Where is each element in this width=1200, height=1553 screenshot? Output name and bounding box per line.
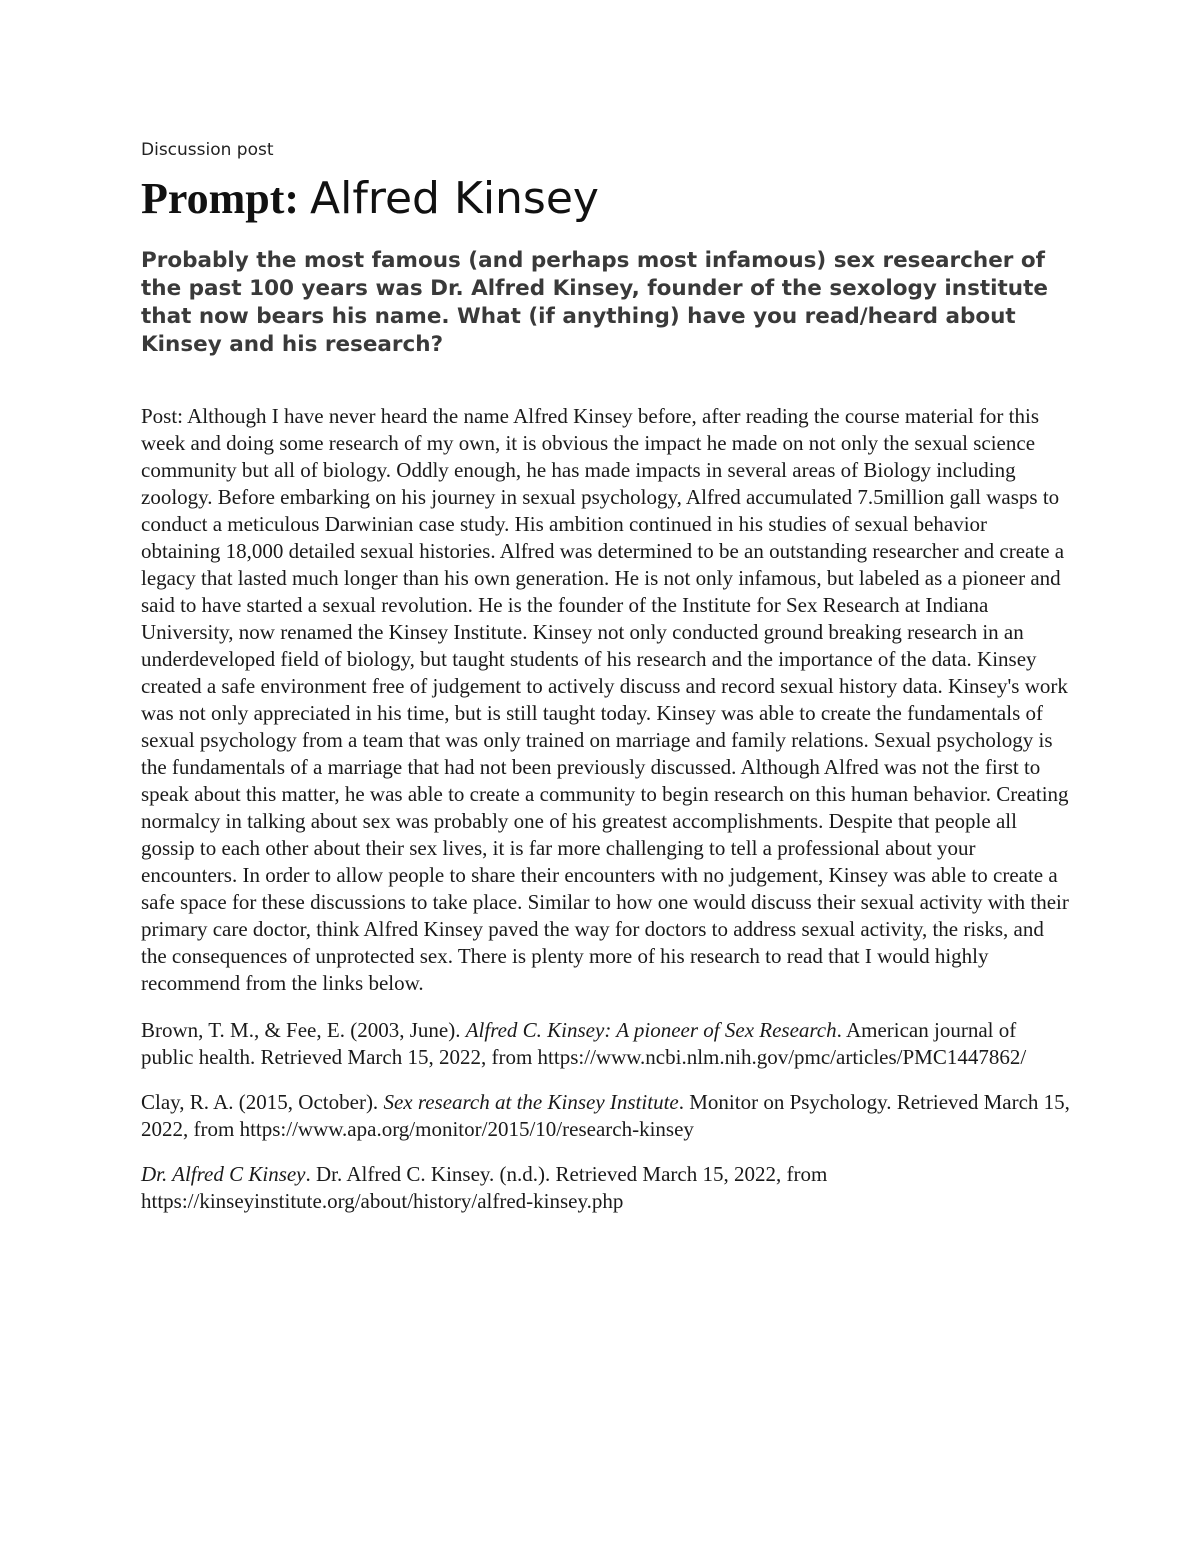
reference-title: Sex research at the Kinsey Institute: [383, 1089, 679, 1114]
post-body: Post: Although I have never heard the name Alfred Kinsey before, after reading the course material for this week and doing some research of my own, it is obvious the impact he made on not only the sexual science community but all of biology. Oddly enough, he has made impacts in several areas of Biology including zoology. Before embarking on his journey in sexual psychology, Alfred accumulated 7.5million gall wasps to conduct a meticulous Darwinian case study. His ambition continued in his studies of sexual behavior obtaining 18,000 detailed sexual histories. Alfred was determined to be an outstanding researcher and create a legacy that lasted much longer than his own generation. He is not only infamous, but labeled as a pioneer and said to have started a sexual revolution. He is the founder of the Institute for Sex Research at Indiana University, now renamed the Kinsey Institute. Kinsey not only conducted ground breaking research in an underdeveloped field of biology, but taught students of his research and the importance of the data. Kinsey created a safe environment free of judgement to actively discuss and record sexual history data. Kinsey's work was not only appreciated in his time, but is still taught today. Kinsey was able to create the fundamentals of sexual psychology from a team that was only trained on marriage and family relations. Sexual psychology is the fundamentals of a marriage that had not been previously discussed. Although Alfred was not the first to speak about this matter, he was able to create a community to begin research on this human behavior. Creating normalcy in talking about sex was probably one of his greatest accomplishments. Despite that people all gossip to each other about their sex lives, it is far more challenging to tell a professional about your encounters. In order to allow people to share their encounters with no judgement, Kinsey was able to create a safe space for these discussions to take place. Similar to how one would discuss their sexual activity with their primary care doctor, think Alfred Kinsey paved the way for doctors to address sexual activity, the risks, and the consequences of unprotected sex. There is plenty more of his research to read that I would highly recommend from the links below.: [141, 403, 1069, 995]
title-lead: Prompt:: [141, 174, 300, 223]
reference-item: [141, 1089, 1071, 1143]
reference-text: Clay, R. A. (2015, October).: [141, 1089, 384, 1114]
reference-item: [141, 1017, 1071, 1071]
reference-text: Brown, T. M., & Fee, E. (2003, June).: [141, 1017, 466, 1042]
reference-text: . American journal of public health. Retrieved March 15, 2022, from https://www.ncbi.nlm.nih.gov/pmc/articles/PMC1447862/: [141, 1017, 1027, 1069]
reference-title: Dr. Alfred C Kinsey: [141, 1161, 306, 1186]
document-label: Discussion post: [141, 140, 274, 160]
reference-title: Alfred C. Kinsey: A pioneer of Sex Research: [465, 1017, 837, 1042]
title-topic: Alfred Kinsey: [310, 173, 599, 224]
reference-list: [141, 1017, 1071, 1215]
prompt-text: Probably the most famous (and perhaps most infamous) sex researcher of the past 100 years was Dr. Alfred Kinsey, founder of the sexology institute that now bears his name. What (if anything) have you read/heard about Kinsey and his research?: [141, 247, 1048, 357]
reference-text: . Dr. Alfred C. Kinsey. (n.d.). Retrieved March 15, 2022, from https://kinseyinstitute.org/about/history/alfred-kinsey.php: [141, 1161, 828, 1213]
reference-text: . Monitor on Psychology. Retrieved March 15, 2022, from https://www.apa.org/monitor/2015/10/research-kinsey: [141, 1089, 1070, 1141]
reference-item: [141, 1161, 1071, 1215]
document-page: [141, 140, 1071, 1233]
page-title: [141, 174, 1071, 225]
